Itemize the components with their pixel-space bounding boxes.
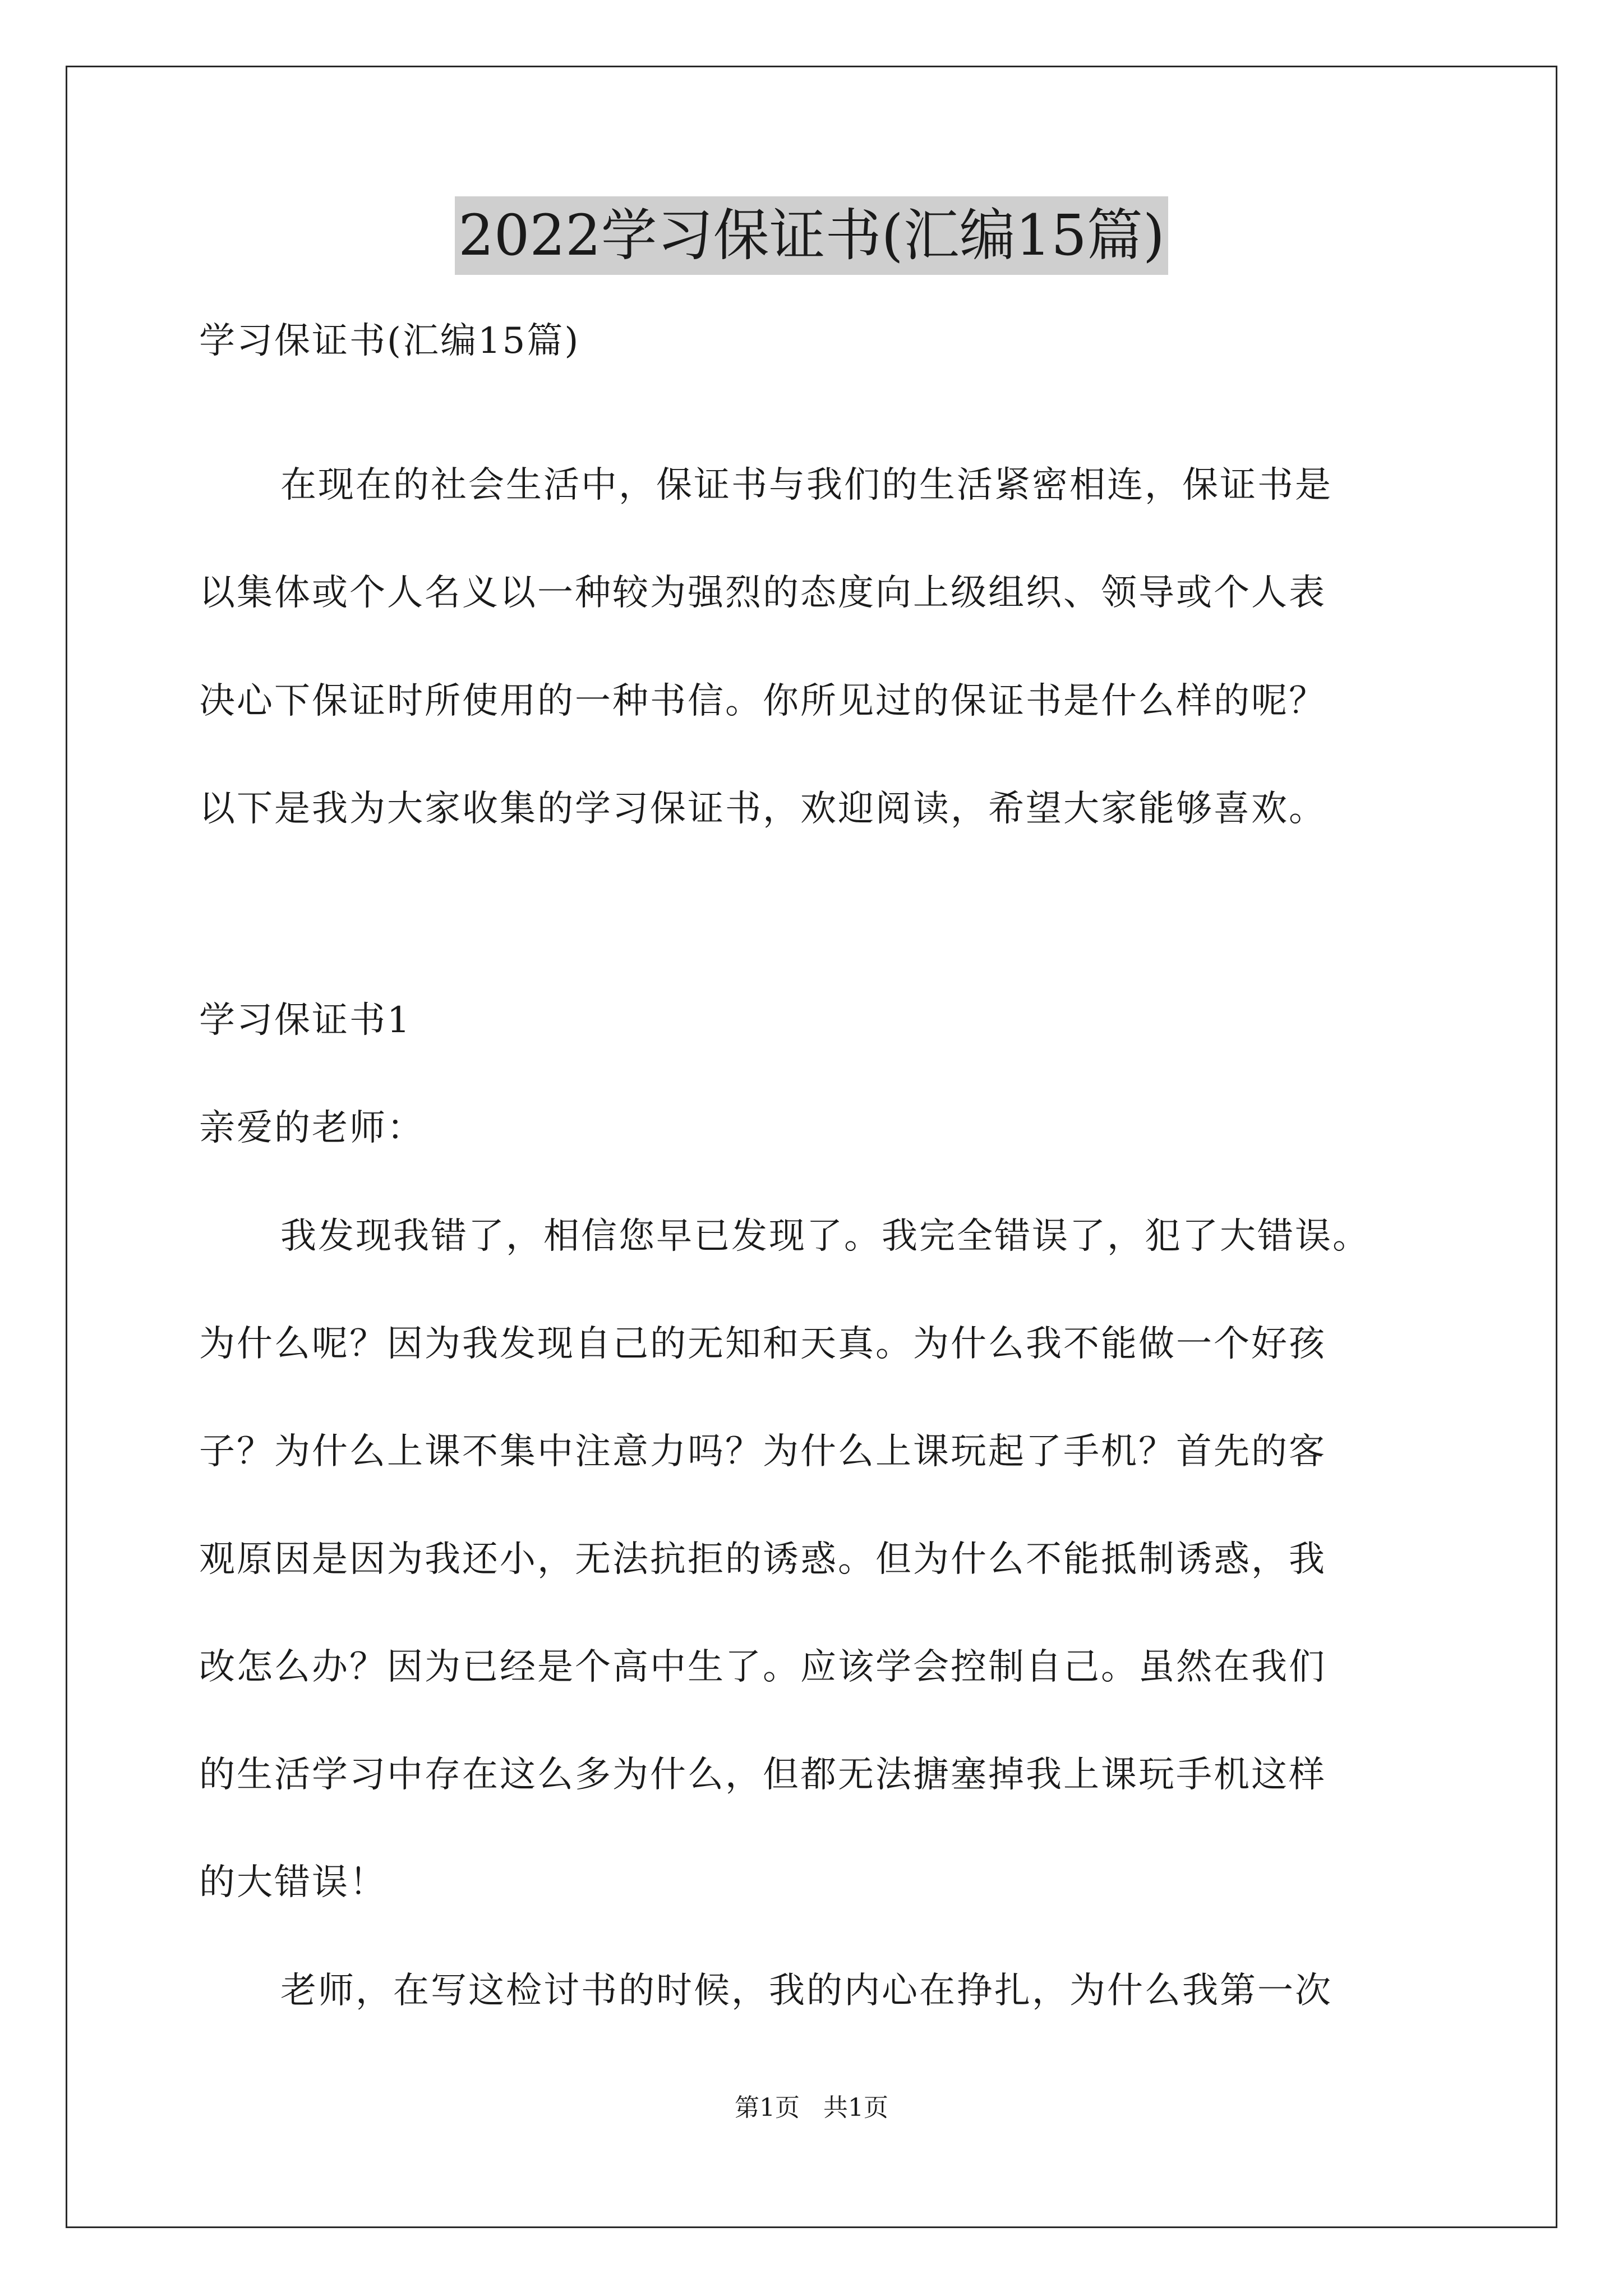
body-line-8: 老师，在写这检讨书的时候，我的内心在挣扎，为什么我第一次 — [280, 1970, 1332, 2012]
intro-line-3: 决心下保证时所使用的一种书信。你所见过的保证书是什么样的呢？ — [199, 680, 1326, 722]
intro-line-4: 以下是我为大家收集的学习保证书，欢迎阅读，希望大家能够喜欢。 — [199, 788, 1326, 830]
subtitle-line: 学习保证书(汇编15篇) — [199, 320, 580, 362]
body-line-1: 我发现我错了，相信您早已发现了。我完全错误了，犯了大错误。 — [280, 1216, 1370, 1257]
title-container — [0, 196, 1623, 275]
intro-line-1: 在现在的社会生活中，保证书与我们的生活紧密相连，保证书是 — [280, 464, 1332, 506]
body-line-7: 的大错误！ — [199, 1862, 387, 1903]
body-line-5: 改怎么办？因为已经是个高中生了。应该学会控制自己。虽然在我们 — [199, 1646, 1326, 1688]
body-line-2: 为什么呢？因为我发现自己的无知和天真。为什么我不能做一个好孩 — [199, 1323, 1326, 1365]
section-heading: 学习保证书1 — [199, 1000, 412, 1041]
intro-line-2: 以集体或个人名义以一种较为强烈的态度向上级组织、领导或个人表 — [199, 572, 1326, 614]
body-line-6: 的生活学习中存在这么多为什么，但都无法搪塞掉我上课玩手机这样 — [199, 1754, 1326, 1796]
body-line-4: 观原因是因为我还小，无法抗拒的诱惑。但为什么不能抵制诱惑，我 — [199, 1539, 1326, 1580]
salutation: 亲爱的老师： — [199, 1107, 425, 1149]
page-footer: 第1页 共1页 — [735, 2093, 888, 2122]
body-line-3: 子？为什么上课不集中注意力吗？为什么上课玩起了手机？首先的客 — [199, 1431, 1326, 1473]
document-title: 2022学习保证书(汇编15篇) — [455, 196, 1168, 275]
